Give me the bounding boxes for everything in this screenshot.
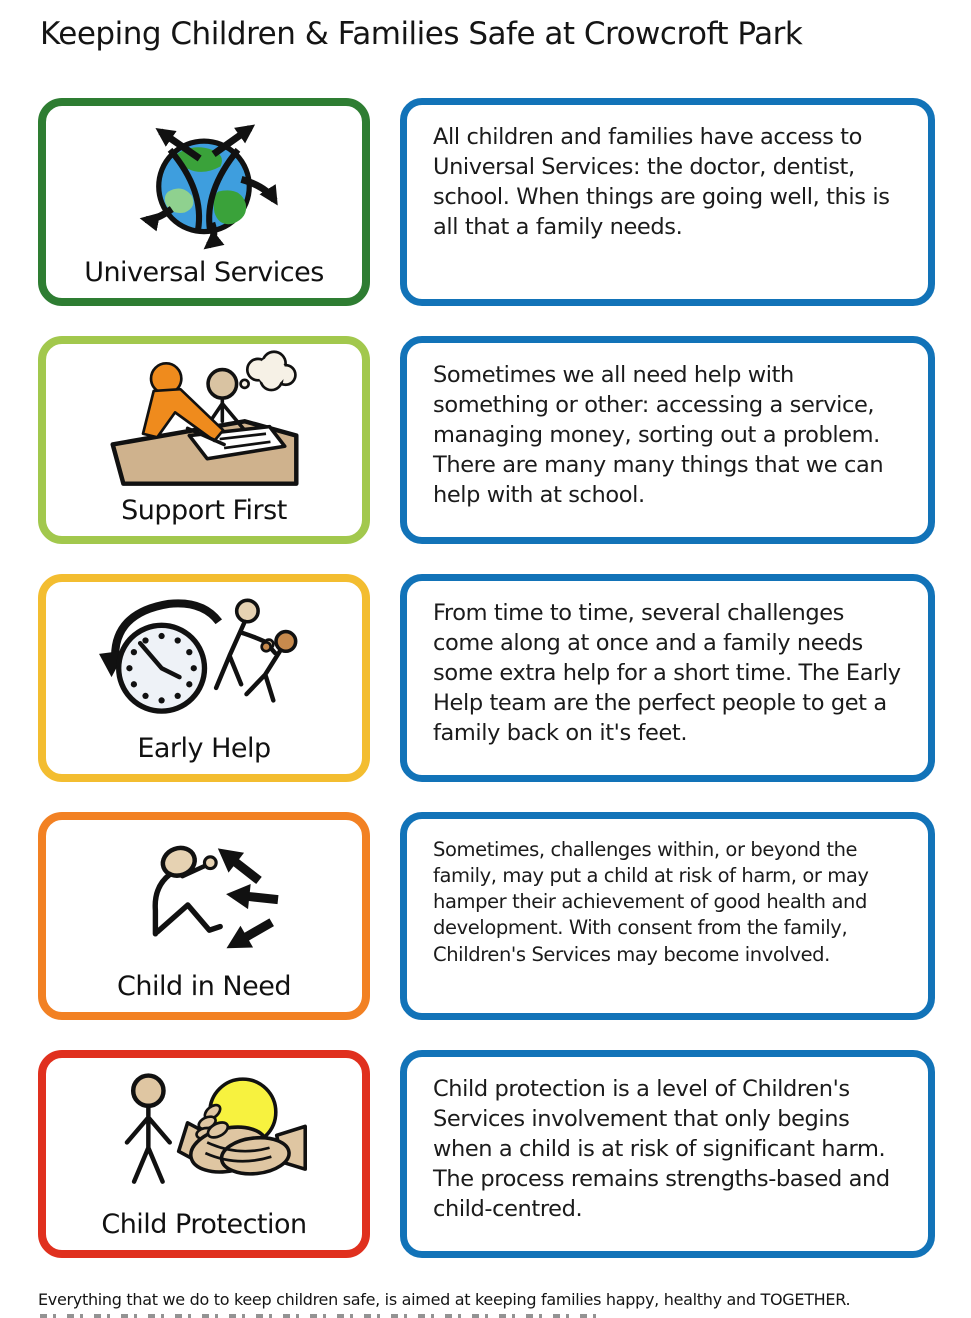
row-text: Sometimes, challenges within, or beyond the family, may put a child at risk of harm, or may hamper their achievement of good health and development. With consent from the family, Children's Services may become involved. [433,838,869,966]
icon-label: Child Protection [101,1209,307,1240]
text-card-child-protection [400,1050,935,1258]
icon-wrap [46,582,362,733]
globe-arrows-icon [109,108,299,256]
footer-text: Everything that we do to keep children safe, is aimed at keeping families happy, healthy and TOGETHER. [38,1290,851,1309]
row-text: All children and families have access to Universal Services: the doctor, dentist, school. When things are going well, this is all that a family needs. [433,124,890,240]
icon-card-child-in-need [38,812,370,1020]
icon-card-early-help [38,574,370,782]
text-card-universal-services [400,98,935,306]
icon-label: Early Help [137,733,271,764]
text-card-early-help [400,574,935,782]
clipped-next-line [40,1314,600,1318]
text-card-support-first [400,336,935,544]
clock-helping-hand-icon [97,586,312,729]
row-universal-services [38,98,935,306]
icon-card-support-first [38,336,370,544]
text-card-child-in-need [400,812,935,1020]
icon-label: Child in Need [117,971,291,1002]
child-with-arrows-icon [114,824,294,968]
icon-label: Universal Services [84,257,324,288]
row-support-first [38,336,935,544]
people-at-desk-icon [102,348,307,491]
icon-card-universal-services [38,98,370,306]
hands-holding-sun-icon [102,1062,307,1205]
rows-container [38,98,935,1258]
row-text: Child protection is a level of Children's Services involvement that only begins when a child is at risk of significant harm. The process remains strengths-based and child-centred. [433,1076,890,1222]
row-early-help [38,574,935,782]
icon-wrap [46,344,362,495]
icon-label: Support First [121,495,287,526]
row-text: From time to time, several challenges come along at once and a family needs some extra help for a short time. The Early Help team are the perfect people to get a family back on it's feet. [433,600,901,746]
row-child-in-need [38,812,935,1020]
icon-wrap [46,106,362,257]
page-title: Keeping Children & Families Safe at Crowcroft Park [40,16,803,52]
icon-wrap [46,820,362,971]
icon-card-child-protection [38,1050,370,1258]
icon-wrap [46,1058,362,1209]
row-child-protection [38,1050,935,1258]
row-text: Sometimes we all need help with something or other: accessing a service, managing money, sorting out a problem. There are many many things that we can help with at school. [433,362,884,508]
